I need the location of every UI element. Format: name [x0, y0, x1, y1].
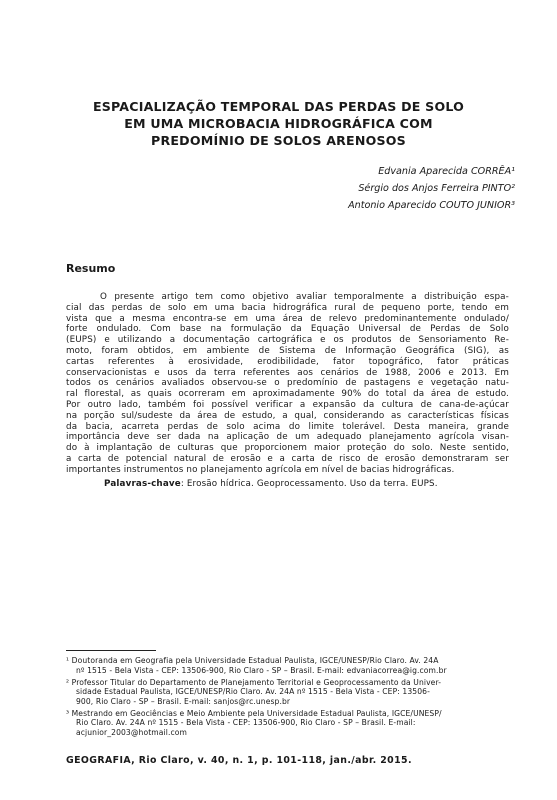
footnote-line: sidade Estadual Paulista, IGCE/UNESP/Rio Claro. Av. 24A nº 1515 - Bela Vista - CEP: 13506-	[76, 687, 430, 697]
article-title	[60, 98, 497, 149]
keywords-text: : Erosão hídrica. Geoprocessamento. Uso da terra. EUPS.	[180, 479, 438, 489]
footnotes	[66, 656, 509, 740]
footnote-line: ³ Mestrando em Geociências e Meio Ambiente pela Universidade Estadual Paulista, IGCE/UNESP/	[66, 708, 442, 718]
abstract-line: forte ondulado. Com base na formulação da Equação Universal de Perdas de Solo	[66, 324, 509, 335]
title-line: ESPACIALIZAÇÃO TEMPORAL DAS PERDAS DE SOLO	[92, 99, 465, 114]
author-name: Edvania Aparecida CORRÊA¹	[378, 166, 515, 177]
abstract-line: (EUPS) e utilizando a documentação cartográfica e os produtos de Sensoriamento Re-	[66, 335, 509, 346]
author-name: Sérgio dos Anjos Ferreira PINTO²	[358, 183, 515, 194]
abstract-line: cartas referentes à erosividade, erodibilidade, fator topográfico, fator práticas	[66, 356, 509, 367]
title-line: EM UMA MICROBACIA HIDROGRÁFICA COM	[124, 116, 433, 131]
footnote	[66, 709, 509, 738]
footnote-line: ¹ Doutoranda em Geografia pela Universidade Estadual Paulista, IGCE/UNESP/Rio Claro. Av. 24A	[66, 656, 439, 665]
abstract-line: vista que a mesma encontra-se em uma área de relevo predominantemente ondulado/	[66, 313, 509, 324]
abstract-line: todos os cenários avaliados observou-se o predomínio de pastagens e vegetação natu-	[66, 378, 509, 389]
abstract-line: importância deve ser dada na aplicação de um adequado planejamento agrícola visan-	[66, 432, 509, 443]
abstract-line: na porção sul/sudeste da área de estudo, a qual, considerando as características físicas	[66, 410, 509, 421]
footnote-line: Rio Claro. Av. 24A nº 1515 - Bela Vista - CEP: 13506-900, Rio Claro - SP – Brasil. E-mail:	[76, 718, 416, 728]
keywords-label: Palavras-chave	[104, 479, 181, 489]
abstract-line: a carta de potencial natural de erosão e a carta de risco de erosão demonstraram ser	[66, 453, 509, 464]
author-name: Antonio Aparecido COUTO JUNIOR³	[348, 200, 515, 211]
abstract-line: Por outro lado, também foi possível verificar a expansão da cultura de cana-de-açúcar	[66, 399, 509, 410]
footnote-divider	[66, 650, 156, 651]
abstract-line: cial das perdas de solo em uma bacia hidrográfica rural de pequeno porte, tendo em	[66, 302, 509, 313]
abstract-line: O presente artigo tem como objetivo avaliar temporalmente a distribuição espa-	[100, 292, 509, 302]
title-line: PREDOMÍNIO DE SOLOS ARENOSOS	[151, 133, 406, 148]
author-list	[348, 163, 515, 214]
footnote	[66, 656, 509, 675]
footnote-line: 900, Rio Claro - SP – Brasil. E-mail: sanjos@rc.unesp.br	[76, 696, 291, 706]
footnote-line: ² Professor Titular do Departamento de Planejamento Territorial e Geoprocessamento da Univer-	[66, 677, 442, 687]
abstract-line: moto, foram obtidos, em ambiente de Sistema de Informação Geográfica (SIG), as	[66, 345, 509, 356]
journal-citation: GEOGRAFIA, Rio Claro, v. 40, n. 1, p. 101-118, jan./abr. 2015.	[66, 755, 412, 766]
footnote-line: acjunior_2003@hotmail.com	[76, 727, 187, 737]
keywords	[104, 479, 438, 489]
abstract-line: ral florestal, as quais ocorreram em aproximadamente 90% do total da área de estudo.	[66, 389, 509, 400]
abstract-body	[66, 292, 509, 476]
abstract-heading: Resumo	[66, 262, 116, 275]
abstract-line: da bacia, acarreta perdas de solo acima do limite tolerável. Desta maneira, grande	[66, 421, 509, 432]
abstract-line: importantes instrumentos no planejamento agrícola em nível de bacias hidrográficas.	[66, 464, 455, 475]
footnote-line: nº 1515 - Bela Vista - CEP: 13506-900, Rio Claro - SP – Brasil. E-mail: edvaniacorrea@ig.com.br	[76, 665, 447, 675]
abstract-line: conservacionistas e usos da terra referentes aos cenários de 1988, 2006 e 2013. Em	[66, 367, 509, 378]
abstract-line: do à implantação de culturas que proporcionem maior proteção do solo. Neste sentido,	[66, 443, 509, 454]
footnote	[66, 678, 509, 707]
